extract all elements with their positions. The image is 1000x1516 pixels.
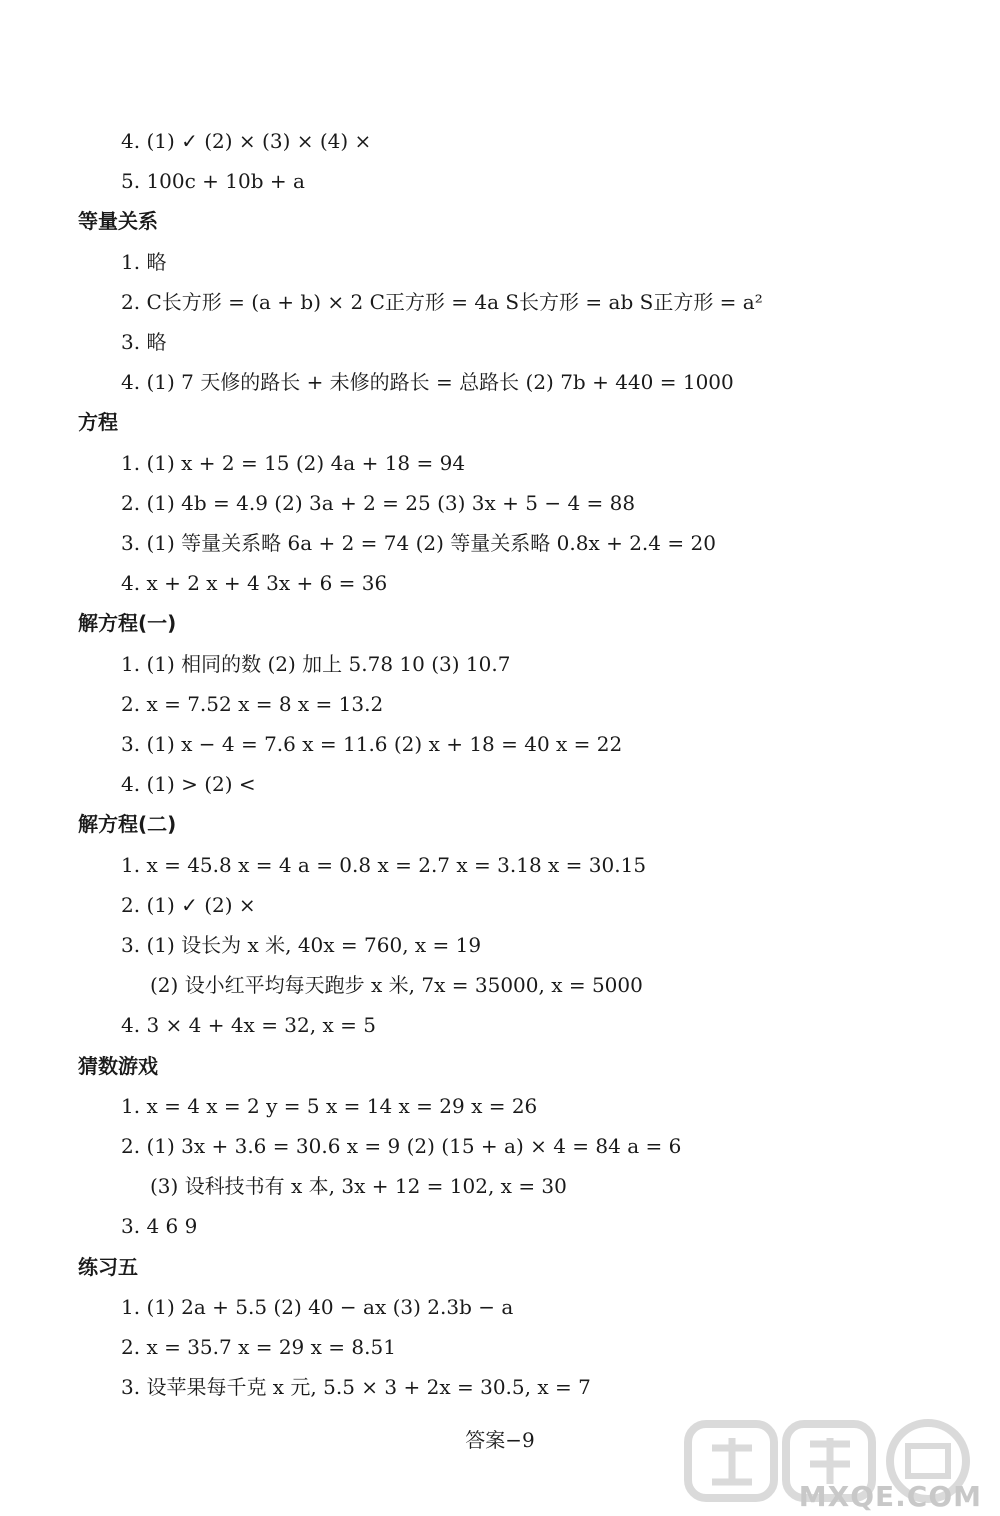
answer-line: 2. (1) ✓ (2) × [121,892,256,917]
section-heading: 猜数游戏 [78,1053,158,1078]
answer-line: 2. C长方形 = (a + b) × 2 C正方形 = 4a S长方形 = ab S正方形 = a² [121,289,763,314]
answer-line: 2. (1) 3x + 3.6 = 30.6 x = 9 (2) (15 + a) × 4 = 84 a = 6 [121,1134,682,1158]
answer-line: 3. (1) 等量关系略 6a + 2 = 74 (2) 等量关系略 0.8x + 2.4 = 20 [121,531,716,555]
answer-line: 2. x = 7.52 x = 8 x = 13.2 [121,691,384,716]
section-heading: 解方程(一) [78,611,177,636]
answer-line: 1. (1) 相同的数 (2) 加上 5.78 10 (3) 10.7 [121,651,511,676]
answer-line: 1. x = 4 x = 2 y = 5 x = 14 x = 29 x = 26 [121,1093,538,1118]
answer-line: 4. x + 2 x + 4 3x + 6 = 36 [121,571,388,596]
answer-line: 3. (1) x − 4 = 7.6 x = 11.6 (2) x + 18 = 40 x = 22 [121,732,623,756]
watermark-url: MXQE.COM [798,1480,982,1513]
answer-line: 1. (1) 2a + 5.5 (2) 40 − ax (3) 2.3b − a [121,1294,514,1319]
answer-line: 3. 4 6 9 [121,1214,198,1239]
answer-line: 4. (1) 7 天修的路长 + 未修的路长 = 总路长 (2) 7b + 440 = 1000 [121,370,734,395]
answer-line: 4. (1) ✓ (2) × (3) × (4) × [121,129,372,153]
answer-line: 1. (1) x + 2 = 15 (2) 4a + 18 = 94 [121,450,466,475]
section-heading: 解方程(二) [78,812,177,837]
answer-line: 2. x = 35.7 x = 29 x = 8.51 [121,1335,396,1359]
section-heading: 方程 [78,410,118,435]
answer-line: 4. (1) > (2) < [121,772,256,797]
section-heading: 等量关系 [78,209,158,234]
answer-line: 1. 略 [121,249,167,274]
answer-line: 2. (1) 4b = 4.9 (2) 3a + 2 = 25 (3) 3x + 5 − 4 = 88 [121,490,636,515]
answer-line: 1. x = 45.8 x = 4 a = 0.8 x = 2.7 x = 3.18 x = 30.15 [121,852,647,877]
answer-line: 3. 设苹果每千克 x 元, 5.5 × 3 + 2x = 30.5, x = 7 [121,1375,591,1400]
answer-line: 3. 略 [121,330,167,354]
answer-line: 3. (1) 设长为 x 米, 40x = 760, x = 19 [121,933,482,957]
answer-subline: (2) 设小红平均每天跑步 x 米, 7x = 35000, x = 5000 [150,973,643,998]
section-heading: 练习五 [78,1254,138,1279]
answer-subline: (3) 设科技书有 x 本, 3x + 12 = 102, x = 30 [150,1174,567,1199]
answer-line: 5. 100c + 10b + a [121,169,305,194]
answer-line: 4. 3 × 4 + 4x = 32, x = 5 [121,1013,376,1038]
page-footer: 答案−9 [465,1428,535,1452]
